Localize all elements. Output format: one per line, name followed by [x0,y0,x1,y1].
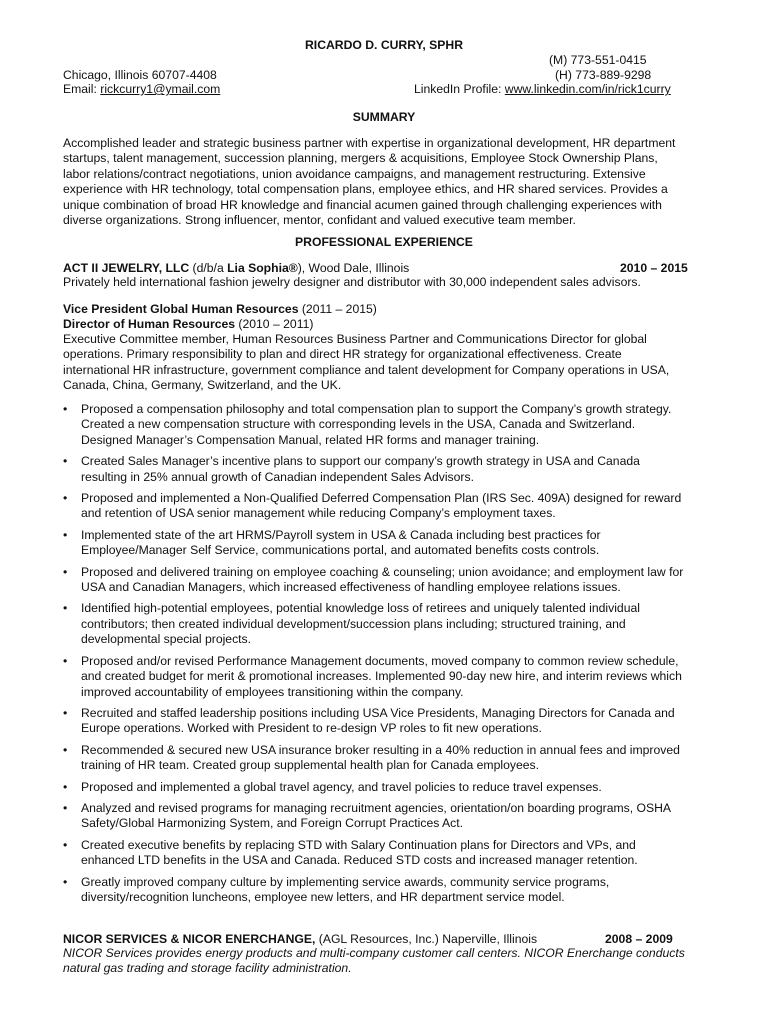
email-link[interactable]: rickcurry1@ymail.com [100,82,221,96]
list-item [63,875,713,906]
summary-heading: SUMMARY [352,110,416,124]
bullet-line: Identified high-potential employees, potential knowledge loss of retirees and uniquely talented individual [81,601,640,616]
overview-line: operations. Primary responsibility to plan and direct HR strategy for organizational effectiveness. Create [63,347,622,362]
job2-description-line: NICOR Services provides energy products and multi-company customer call centers. NICOR Enerchange conducts [63,946,685,960]
email-label: Email: [63,82,97,96]
bullet-line: Proposed and implemented a Non-Qualified Deferred Compensation Plan (IRS Sec. 409A) designed for reward [81,491,682,506]
bullet-line: Proposed and delivered training on employee coaching & counseling; union avoidance; and employment law for [81,564,684,579]
bullet-icon: • [63,742,68,757]
summary-line: Accomplished leader and strategic business partner with expertise in organizational development, HR department [63,136,676,150]
list-item [63,780,713,795]
bullet-icon: • [63,800,68,815]
bullet-line: resulting in 25% annual growth of Canadian independent Sales Advisors. [81,469,474,484]
job1-bullet-list [63,402,713,911]
bullet-icon: • [63,402,68,416]
job1-title2-line [63,317,313,332]
bullet-line: Implemented state of the art HRMS/Payroll system in USA & Canada including best practices for [81,527,601,542]
job1-title2: Director of Human Resources [63,317,236,331]
list-item [63,801,713,832]
list-item [63,706,713,737]
bullet-line: improved accountability of employees transitioning within the company. [81,684,464,699]
job1-dba-name: Lia Sophia® [227,261,298,275]
bullet-line: Created Sales Manager’s incentive plans to support our company’s growth strategy in USA and Canada [81,454,640,469]
bullet-line: Designed Manager’s Compensation Manual, related HR forms and manager training. [81,432,540,447]
bullet-line: developmental special projects. [81,632,252,647]
bullet-line: and created budget for merit & promotional increases. Implemented 90-day new hire, and interim reviews which [81,669,682,684]
job1-title1-dates: (2011 – 2015) [298,302,377,316]
summary-line: unique combination of broad HR knowledge and financial acumen gained through challenging experiences with [63,197,662,212]
mobile-phone: (M) 773-551-0415 [549,53,647,67]
bullet-line: Proposed and/or revised Performance Management documents, moved company to common review schedule, [81,653,679,668]
job1-dba-prefix: (d/b/a [189,261,228,275]
list-item [63,743,713,774]
bullet-line: Proposed a compensation philosophy and total compensation plan to support the Company’s growth strategy. [81,402,672,416]
bullet-line: Recruited and staffed leadership positions including USA Vice Presidents, Managing Directors for Canada and [81,705,675,720]
list-item [63,654,713,700]
summary-line: experience with HR technology, total compensation plans, employee ethics, and HR shared services. Provides a [63,182,668,197]
bullet-icon: • [63,527,68,542]
summary-line: startups, talent management, succession planning, mergers & acquisitions, Employee Stock Ownership Plans, [63,151,658,166]
summary-paragraph [63,136,704,228]
job1-location: ), Wood Dale, Illinois [297,261,410,275]
bullet-icon: • [63,837,68,852]
city-line: Chicago, Illinois 60707-4408 [63,68,217,82]
bullet-line: Safety/Global Harmonizing System, and Foreign Corrupt Practices Act. [81,816,464,831]
bullet-line: Created executive benefits by replacing STD with Salary Continuation plans for Directors and VPs, and [81,837,636,852]
bullet-line: enhanced LTD benefits in the USA and Canada. Reduced STD costs and increased manager retention. [81,853,638,868]
linkedin-label: LinkedIn Profile: [414,82,502,96]
job1-title1-line [63,302,377,317]
job2-dates: 2008 – 2009 [605,932,673,946]
bullet-line: Created a new compensation structure with corresponding levels in the USA, Canada and Switzerland. [81,417,636,432]
job1-dates: 2010 – 2015 [620,261,688,275]
email-line [63,82,220,97]
bullet-icon: • [63,779,68,794]
job2-parent: (AGL Resources, Inc.) Naperville, Illinois [315,932,538,946]
job1-company: ACT II JEWELRY, LLC [63,261,190,275]
list-item [63,601,713,647]
job2-description-line: natural gas trading and storage facility administration. [63,961,352,975]
linkedin-line [414,82,671,97]
bullet-line: Europe operations. Worked with President to re-design VP roles to fit new operations. [81,721,542,736]
bullet-icon: • [63,491,68,506]
job1-title2-dates: (2010 – 2011) [235,317,314,331]
bullet-icon: • [63,454,68,469]
bullet-icon: • [63,874,68,889]
summary-line: diverse organizations. Strong influencer, mentor, confidant and valued executive team member. [63,213,576,228]
list-item [63,491,713,522]
bullet-line: training of HR team. Created group supplemental health plan for Canada employees. [81,758,539,773]
bullet-line: Analyzed and revised programs for managing recruitment agencies, orientation/on boarding programs, OSHA [81,800,672,815]
bullet-icon: • [63,564,68,579]
bullet-line: USA and Canadian Managers, which increased effectiveness of handling employee relations issues. [81,580,621,595]
list-item [63,402,713,448]
list-item [63,454,713,485]
bullet-icon: • [63,653,68,668]
bullet-icon: • [63,705,68,720]
candidate-name: RICARDO D. CURRY, SPHR [305,38,463,52]
list-item [63,528,713,559]
list-item [63,838,713,869]
bullet-line: contributors; then created individual development/succession plans including; structured training, and [81,616,626,631]
job1-overview [63,332,704,394]
overview-line: international HR infrastructure, government compliance and talent development for Company operations in USA, [63,362,670,377]
linkedin-link[interactable]: www.linkedin.com/in/rick1curry [504,82,671,96]
summary-line: labor relations/contract negotiations, union avoidance campaigns, and management restructuring. Extensive [63,166,646,181]
bullet-line: Recommended & secured new USA insurance broker resulting in a 40% reduction in annual fees and improved [81,742,680,757]
experience-heading: PROFESSIONAL EXPERIENCE [295,235,473,249]
home-phone: (H) 773-889-9298 [555,68,652,82]
job1-title1: Vice President Global Human Resources [63,302,299,316]
bullet-icon: • [63,601,68,616]
list-item [63,565,713,596]
overview-line: Executive Committee member, Human Resources Business Partner and Communications Director for global [63,332,647,346]
bullet-line: and retention of USA senior management while reducing Company’s employment taxes. [81,506,556,521]
bullet-line: Greatly improved company culture by implementing service awards, community service programs, [81,874,610,889]
bullet-line: Employee/Manager Self Service, communications portal, and automated benefits costs controls. [81,543,600,558]
bullet-line: Proposed and implemented a global travel agency, and travel policies to reduce travel expenses. [81,779,602,794]
job2-company: NICOR SERVICES & NICOR ENERCHANGE, [63,932,316,946]
overview-line: Canada, China, Germany, Switzerland, and the UK. [63,378,342,393]
bullet-line: diversity/recognition luncheons, employee new letters, and HR department service model. [81,889,565,904]
job1-description: Privately held international fashion jewelry designer and distributor with 30,000 independent sales advisors. [63,275,641,289]
